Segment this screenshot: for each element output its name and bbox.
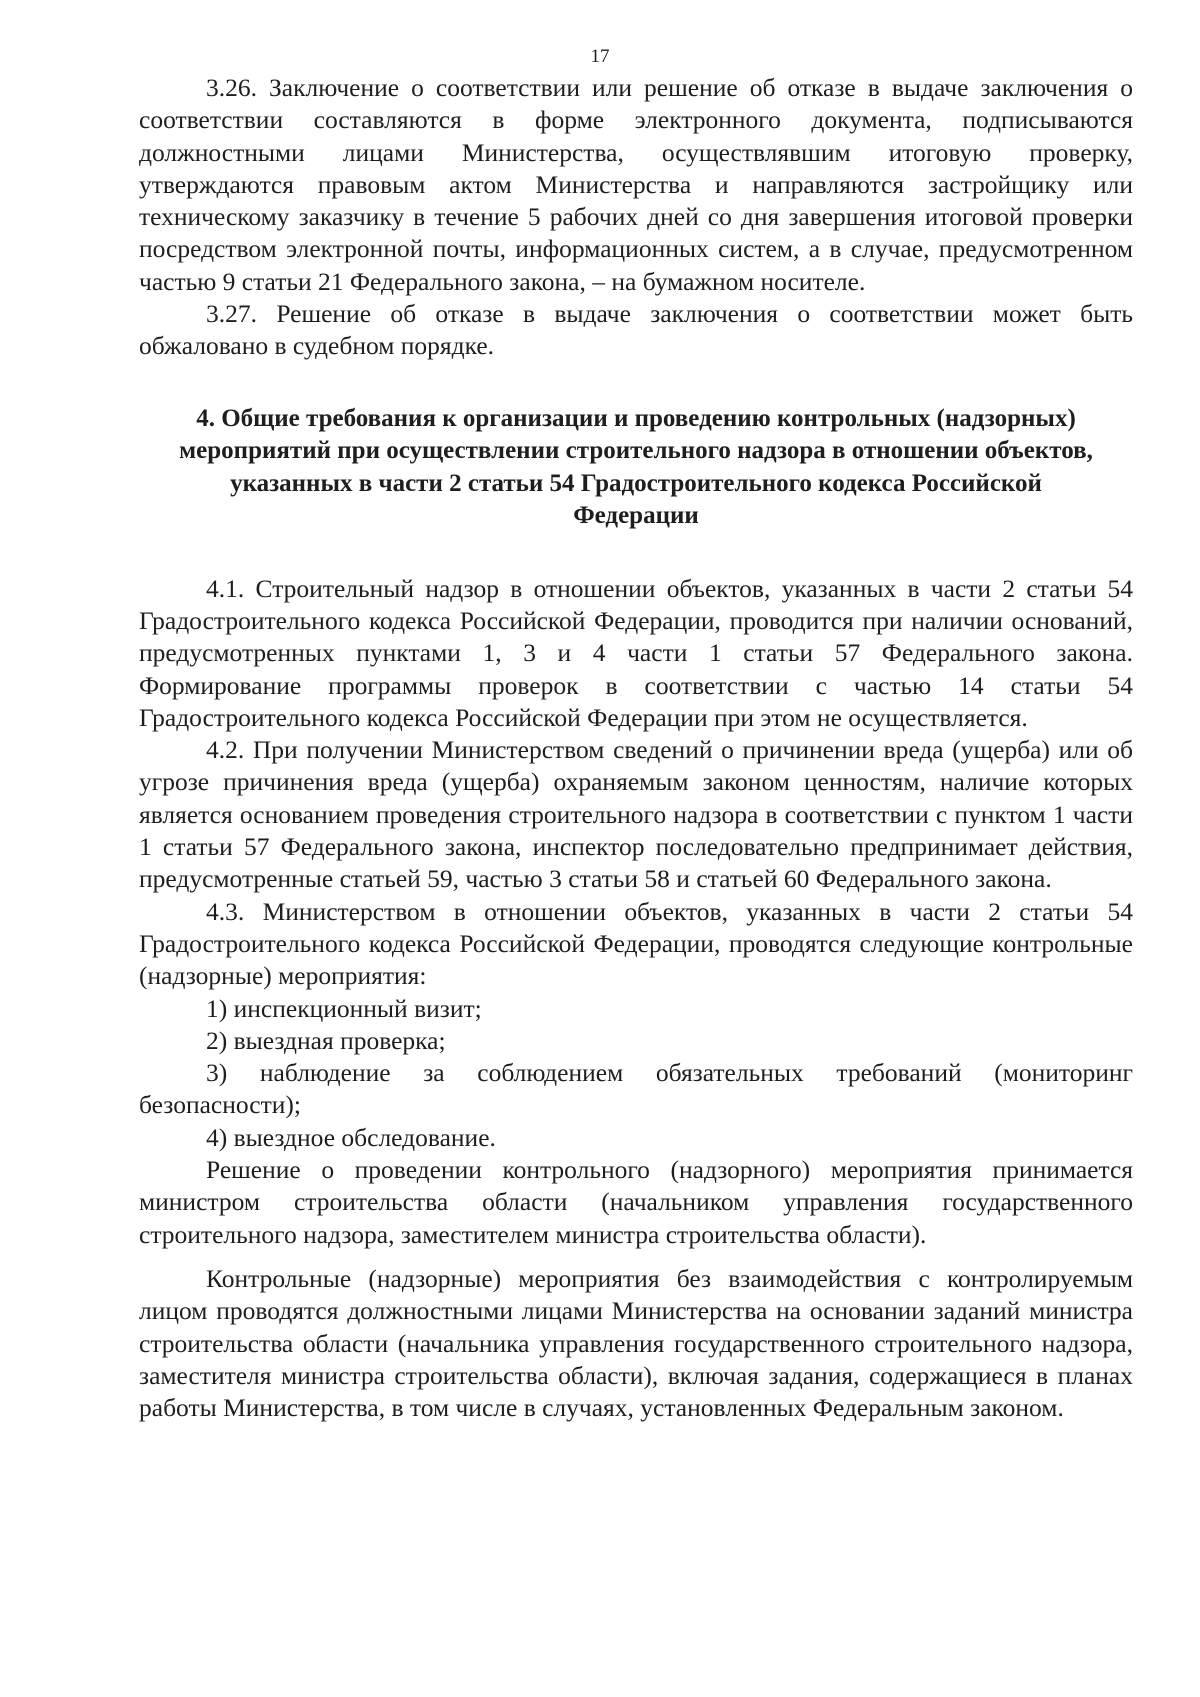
page-number: 17 [590,46,610,67]
paragraph-control-measures: Контрольные (надзорные) мероприятия без взаимодействия с контролируемым лицом проводятся должностными лицами Министерства на основании заданий министра строительства области (начальника управления государственного строительного надзора, заместителя министра строительства области), включая задания, содержащиеся в планах работы Министерства, в том числе в случаях, установленных Федеральным законом. [139,1263,1133,1423]
list-item: 4) выездное обследование. [206,1122,496,1152]
paragraph-3-27: 3.27. Решение об отказе в выдаче заключения о соответствии может быть обжаловано в судебном порядке. [139,299,1133,361]
list-item: 2) выездная проверка; [206,1025,446,1055]
paragraph-decision: Решение о проведении контрольного (надзорного) мероприятия принимается министром строительства области (начальником управления государственного строительного надзора, заместителем министра строительства области). [139,1155,1133,1249]
document-body [139,72,1133,1424]
list-item: 3) наблюдение за соблюдением обязательных требований (мониторинг безопасности); [139,1058,1133,1120]
paragraph-4-2: 4.2. При получении Министерством сведений о причинении вреда (ущерба) или об угрозе причинения вреда (ущерба) охраняемым законом ценностям, наличие которых является основанием проведения строительного надзора в соответствии с пунктом 1 части 1 статьи 57 Федерального закона, инспектор последовательно предпринимает действия, предусмотренные статьей 59, частью 3 статьи 58 и статьей 60 Федерального закона. [139,735,1133,894]
paragraph-4-3: 4.3. Министерством в отношении объектов, указанных в части 2 статьи 54 Градостроительного кодекса Российской Федерации, проводятся следующие контрольные (надзорные) мероприятия: [139,896,1133,991]
list-item: 1) инспекционный визит; [206,993,482,1023]
paragraph-4-1: 4.1. Строительный надзор в отношении объектов, указанных в части 2 статьи 54 Градостроительного кодекса Российской Федерации, проводится при наличии оснований, предусмотренных пунктами 1, 3 и 4 части 1 статьи 57 Федерального закона. Формирование программы проверок в соответствии с частью 14 статьи 54 Градостроительного кодекса Российской Федерации при этом не осуществляется. [139,573,1133,732]
section-4-heading: 4. Общие требования к организации и проведению контрольных (надзорных) мероприятий при осуществлении строительного надзора в отношении объектов, указанных в части 2 статьи 54 Градостроительного кодекса Российской Федерации [179,404,1093,530]
paragraph-3-26: 3.26. Заключение о соответствии или решение об отказе в выдаче заключения о соответствии составляются в форме электронного документа, подписываются должностными лицами Министерства, осуществлявшим итоговую проверку, утверждаются правовым актом Министерства и направляются застройщику или техническому заказчику в течение 5 рабочих дней со дня завершения итоговой проверки посредством электронной почты, информационных систем, а в случае, предусмотренном частью 9 статьи 21 Федерального закона, – на бумажном носителе. [139,73,1133,296]
